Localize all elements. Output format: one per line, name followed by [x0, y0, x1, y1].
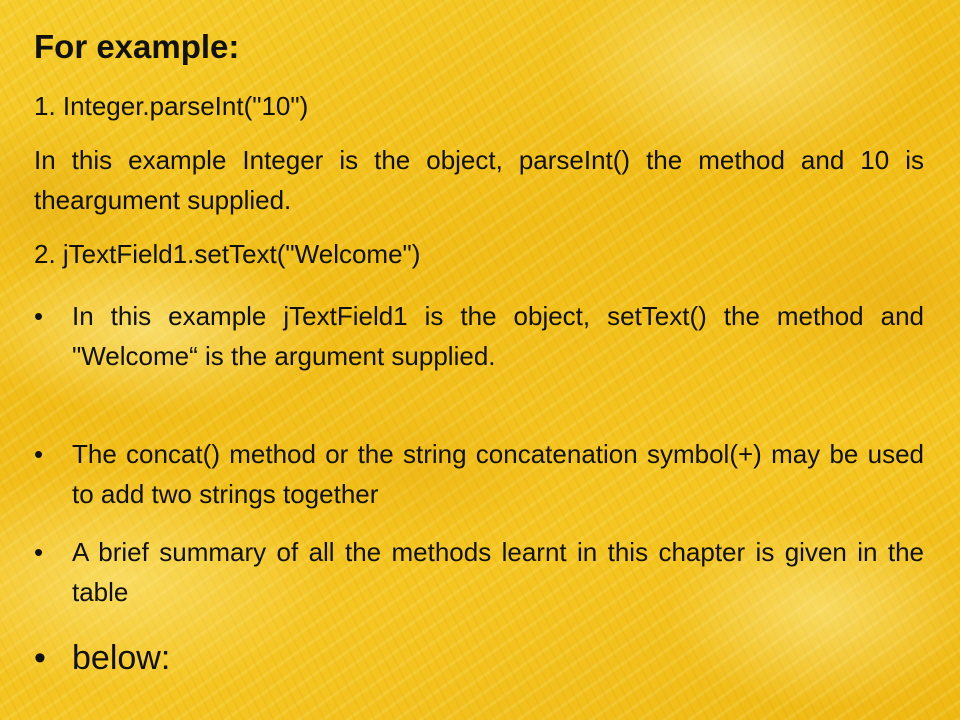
bullet-item-summary: [34, 532, 924, 612]
bullet-item-example-2-explanation: [34, 296, 924, 376]
bullet-marker: •: [34, 301, 44, 331]
bullet-marker: •: [34, 639, 46, 677]
bullet-item-below: [34, 636, 924, 680]
bullet-text: In this example jTextField1 is the object, setText() the method and "Welcome“ is the argument supplied.: [72, 301, 924, 371]
bullet-marker: •: [34, 439, 44, 469]
example-1-code: 1. Integer.parseInt("10"): [34, 91, 309, 121]
bullet-text: A brief summary of all the methods learnt in this chapter is given in the table: [72, 537, 924, 607]
bullet-item-concat: [34, 434, 924, 514]
slide-title: For example:: [34, 28, 240, 65]
example-2-code: 2. jTextField1.setText("Welcome"): [34, 239, 421, 269]
bullet-marker: •: [34, 537, 44, 567]
bullet-text: below:: [72, 639, 171, 677]
example-1-explanation: In this example Integer is the object, parseInt() the method and 10 is theargument supplied.: [34, 145, 924, 215]
bullet-text: The concat() method or the string concatenation symbol(+) may be used to add two strings together: [72, 439, 924, 509]
